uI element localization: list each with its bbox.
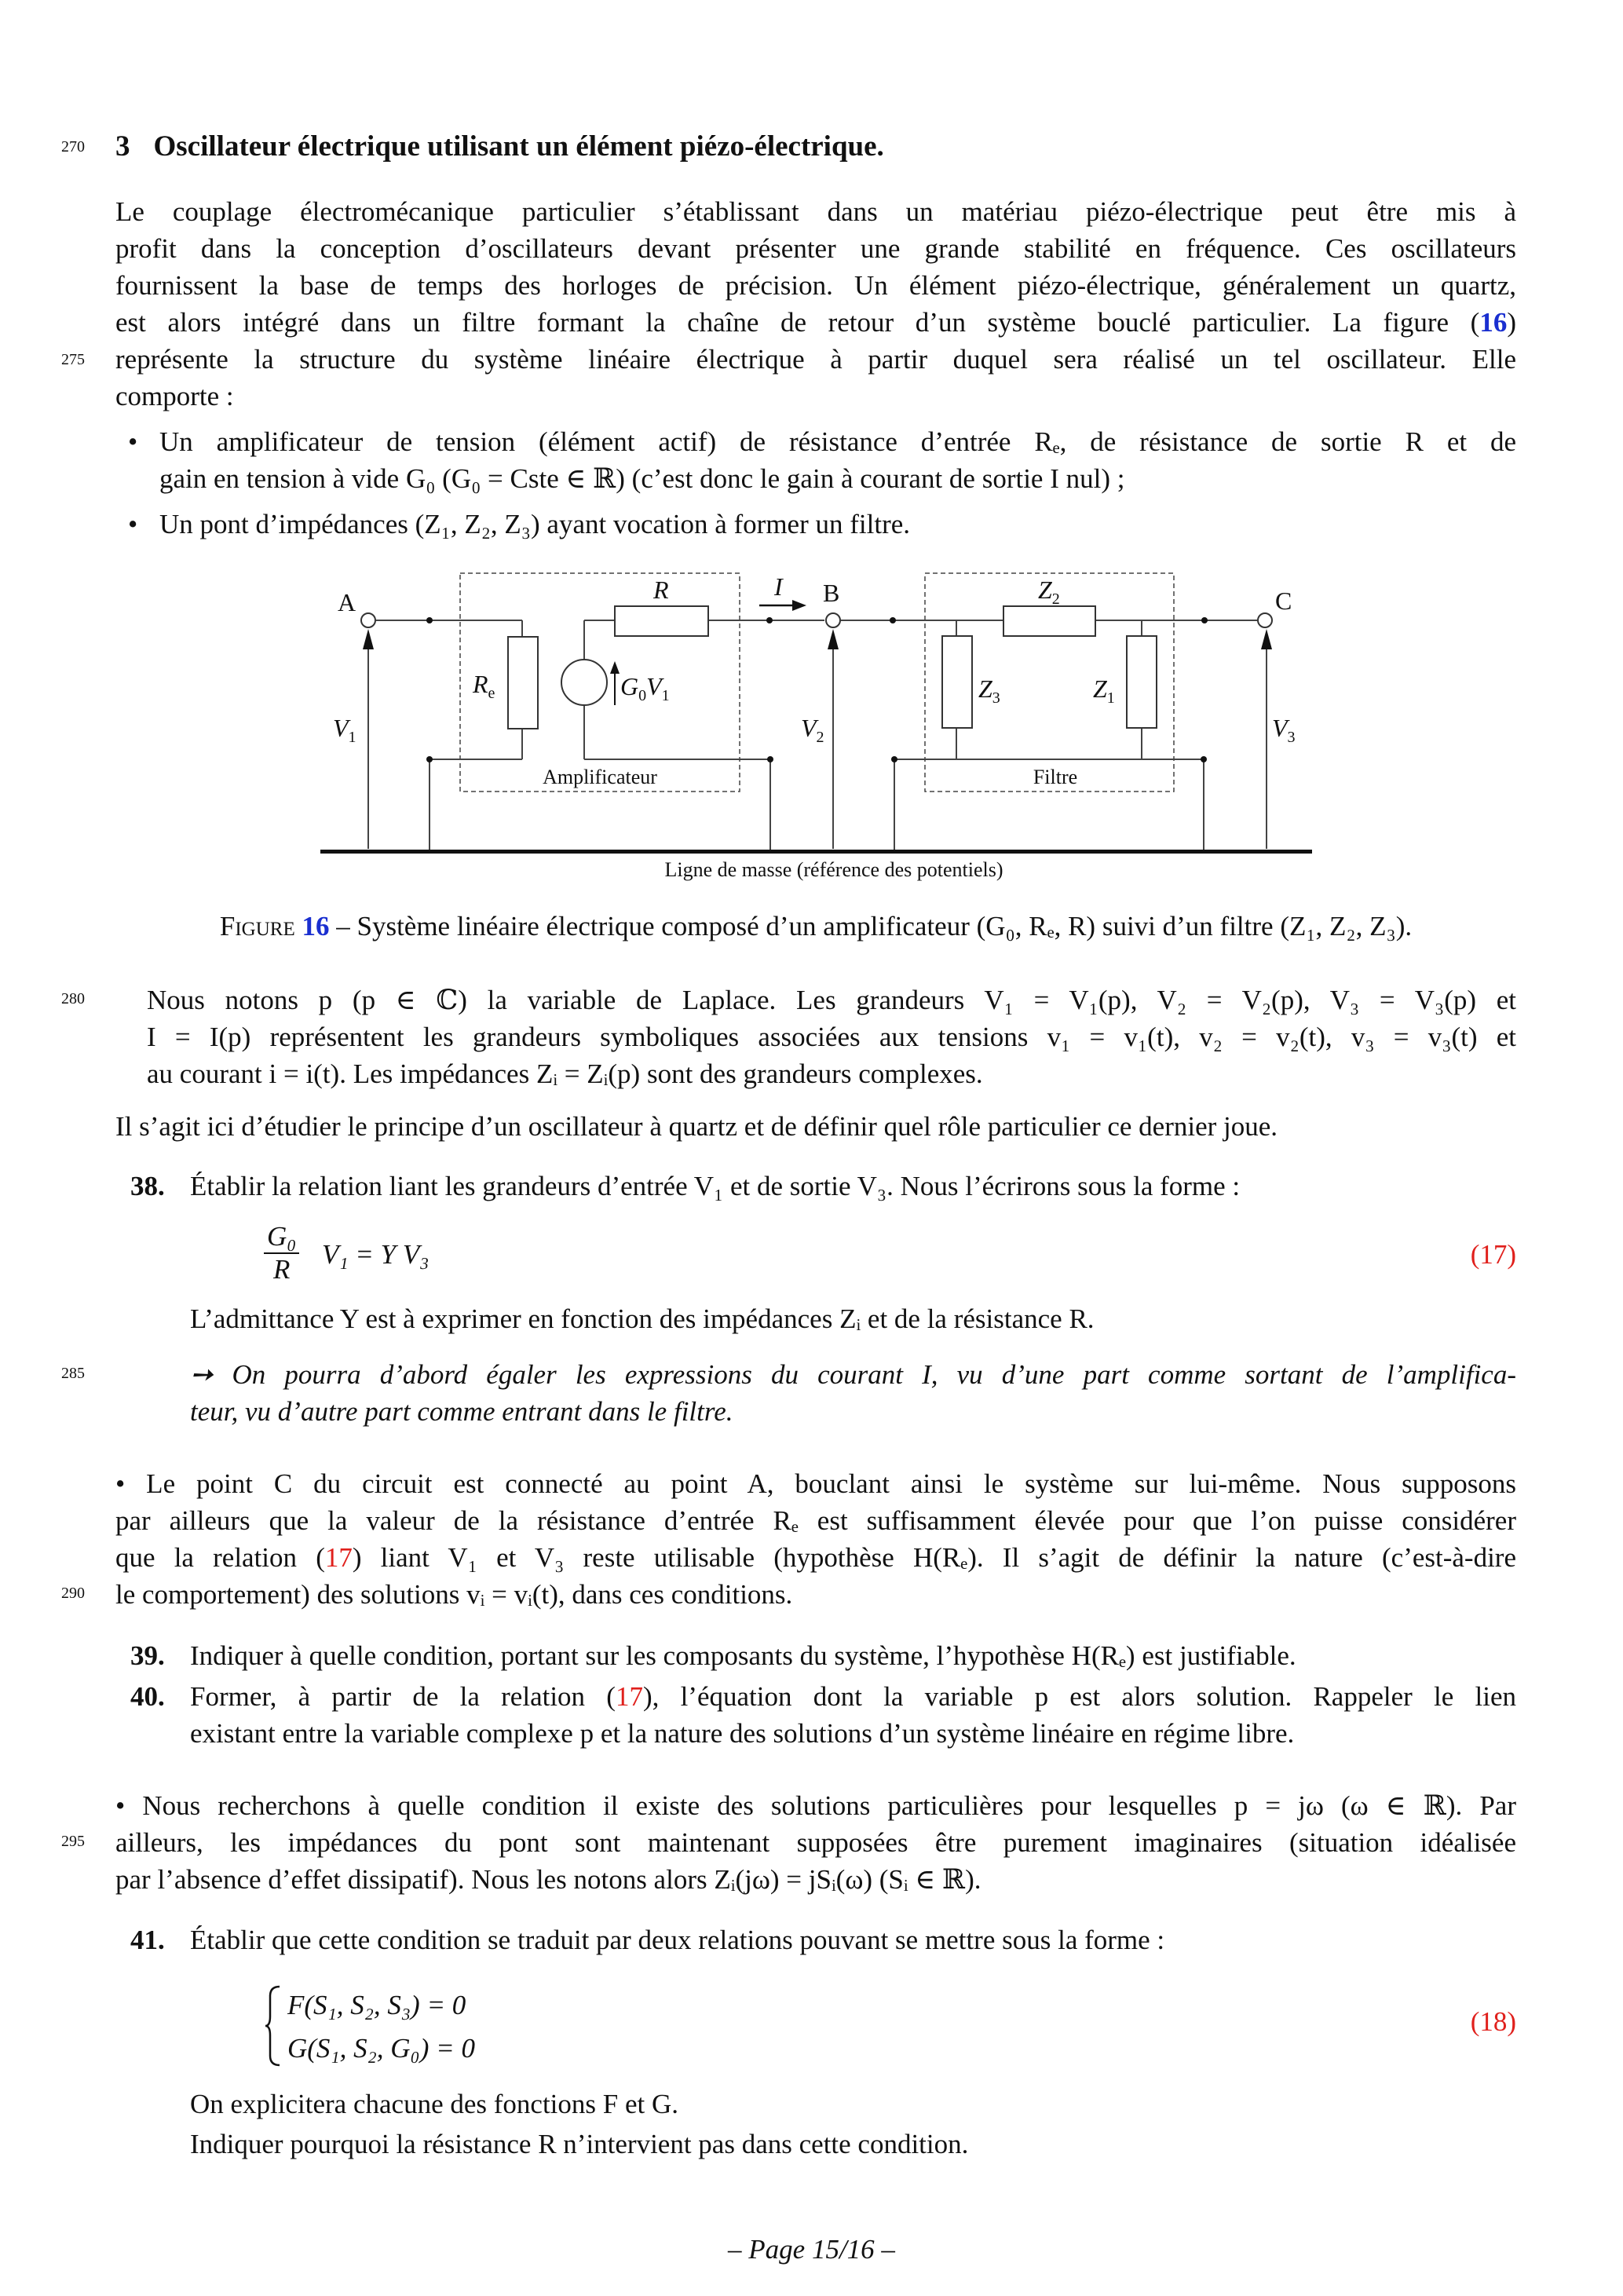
reference-link[interactable]: 17 — [324, 1542, 353, 1573]
figure-caption — [115, 911, 1516, 942]
text-line: comporte : — [115, 381, 234, 411]
text-segment: ) liant V₁ et V₃ reste utilisable (hypothèse H(Rₑ). Il s’agit de définir la nature (c’est-à-dire — [352, 1542, 1516, 1573]
label-g0v1-v: V — [646, 672, 662, 700]
admittance-text: L’admittance Y est à exprimer en fonction des impédances Zᵢ et de la résistance R. — [190, 1303, 1095, 1334]
text-segment: ) — [1507, 307, 1516, 338]
label-re-main: R — [473, 670, 488, 698]
hint-text — [190, 1356, 1516, 1430]
label-z1-sub: 1 — [1106, 689, 1115, 707]
question-41-followup — [190, 2084, 968, 2164]
caption-text: – Système linéaire électrique composé d’un amplificateur (G₀, Rₑ, R) suivi d’un filtre (Z₁, Z₂, Z₃). — [329, 911, 1413, 941]
v3-arrowhead — [1261, 629, 1272, 649]
equation-g: G(S₁, S₂, G₀) = 0 — [287, 2033, 475, 2064]
bullet-text — [159, 423, 1516, 497]
label-r: R — [653, 576, 669, 604]
intro-paragraph — [115, 193, 1516, 415]
text-segment: est alors intégré dans un filtre formant la chaîne de retour d’un système bouclé particulier. La figure ( — [115, 307, 1480, 338]
line-number: 280 — [61, 990, 85, 1007]
text-line: Un pont d’impédances (Z₁, Z₂, Z₃) ayant vocation à former un filtre. — [159, 509, 911, 539]
text-line: gain en tension à vide G₀ (G₀ = Cste ∈ ℝ) (c’est donc le gain à courant de sortie I nul) ; — [159, 463, 1125, 494]
line-number: 295 — [61, 1833, 85, 1850]
text-line: au courant i = i(t). Les impédances Zᵢ = Zᵢ(p) sont des grandeurs complexes. — [147, 1058, 983, 1089]
bullet-icon: • — [128, 426, 138, 457]
label-g0v1-sub: 1 — [661, 687, 670, 704]
line-number: 290 — [61, 1585, 85, 1602]
text-line: ➙ On pourra d’abord égaler les expressions du courant I, vu d’une part comme sortant de l’amplifica- — [190, 1359, 1516, 1390]
reference-link[interactable]: 17 — [615, 1681, 643, 1712]
label-amplificateur: Amplificateur — [543, 766, 657, 788]
text-segment: que la relation ( — [115, 1542, 325, 1573]
label-v3-main: V — [1272, 714, 1288, 742]
text-line: • Le point C du circuit est connecté au point A, bouclant ainsi le système sur lui-même. Nous supposons — [115, 1468, 1516, 1499]
label-b: B — [823, 579, 840, 607]
label-z2-sub: 2 — [1051, 590, 1060, 608]
line-number: 285 — [61, 1365, 85, 1382]
source-arrow-icon — [610, 661, 620, 674]
caption-prefix: Figure — [219, 911, 295, 941]
v2-arrowhead — [828, 629, 839, 649]
node-c — [1258, 613, 1272, 627]
text-line: profit dans la conception d’oscillateurs devant présenter une grande stabilité en fréquence. Ces oscillateurs — [115, 233, 1516, 264]
label-z1 — [1093, 675, 1115, 707]
equation-17 — [264, 1221, 299, 1285]
label-v3-sub: 3 — [1287, 729, 1296, 746]
v1-arrowhead — [363, 629, 374, 649]
label-i: I — [774, 572, 783, 601]
page-footer: – Page 15/16 – — [728, 2234, 895, 2265]
section-number: 3 — [115, 130, 130, 163]
equation-f: F(S₁, S₂, S₃) = 0 — [287, 1990, 466, 2020]
eq-numerator: G₀ — [264, 1221, 299, 1254]
text-line: Nous notons p (p ∈ ℂ) la variable de Laplace. Les grandeurs V₁ = V₁(p), V₂ = V₂(p), V₃ = V₃(p) et — [147, 985, 1516, 1015]
circuit-diagram — [314, 565, 1319, 895]
brace-icon — [264, 1985, 283, 2067]
bullet-text — [159, 506, 1516, 543]
loop-paragraph — [115, 1465, 1516, 1613]
text-line: par l’absence d’effet dissipatif). Nous les notons alors Zᵢ(jω) = jSᵢ(ω) (Sᵢ ∈ ℝ). — [115, 1864, 981, 1895]
caption-number: 16 — [302, 911, 330, 941]
equation-system-18 — [287, 1983, 475, 2070]
label-z1-main: Z — [1093, 675, 1107, 703]
question-39: Indiquer à quelle condition, portant sur les composants du système, l’hypothèse H(Rₑ) est justifiable. — [190, 1640, 1296, 1671]
impedance-z2 — [1003, 606, 1095, 636]
question-38: Établir la relation liant les grandeurs d’entrée V₁ et de sortie V₃. Nous l’écrirons sous la forme : — [190, 1171, 1241, 1201]
label-z2-main: Z — [1038, 576, 1052, 604]
label-a: A — [338, 588, 356, 616]
laplace-paragraph — [115, 982, 1516, 1092]
eq-denominator: R — [273, 1254, 291, 1285]
text-line: fournissent la base de temps des horloges de précision. Un élément piézo-électrique, généralement un quartz, — [115, 270, 1516, 301]
label-g0v1 — [620, 672, 670, 704]
question-number: 40. — [130, 1681, 165, 1712]
label-v2-main: V — [801, 714, 817, 742]
text-line: • Nous recherchons à quelle condition il existe des solutions particulières pour lesquelles p = jω (ω ∈ ℝ). Par — [115, 1790, 1516, 1821]
label-v1 — [333, 714, 356, 746]
text-line — [115, 1539, 1516, 1576]
jw-paragraph — [115, 1787, 1516, 1898]
label-v1-sub: 1 — [348, 729, 356, 746]
node-a — [361, 613, 375, 627]
question-40 — [190, 1678, 1516, 1752]
impedance-z3 — [942, 636, 972, 728]
label-filtre: Filtre — [1033, 766, 1078, 788]
line-number: 275 — [61, 351, 85, 368]
node-b — [826, 613, 840, 627]
text-segment: Former, à partir de la relation ( — [190, 1681, 616, 1712]
equation-number: (18) — [1470, 2006, 1516, 2037]
text-line: Le couplage électromécanique particulier s’établissant dans un matériau piézo-électrique peut être mis à — [115, 196, 1516, 227]
label-re-sub: e — [488, 685, 495, 702]
study-paragraph — [115, 1108, 1516, 1145]
text-line: ailleurs, les impédances du pont sont maintenant supposées être purement imaginaires (situation idéalisée — [115, 1827, 1516, 1858]
question-41: Établir que cette condition se traduit par deux relations pouvant se mettre sous la forme : — [190, 1925, 1165, 1955]
label-ground: Ligne de masse (référence des potentiels) — [664, 858, 1003, 881]
label-z3-main: Z — [978, 675, 992, 703]
label-c: C — [1275, 587, 1292, 615]
impedance-z1 — [1127, 636, 1157, 728]
text-line — [190, 1678, 1516, 1715]
text-line: le comportement) des solutions vᵢ = vᵢ(t), dans ces conditions. — [115, 1579, 793, 1610]
resistor-re — [508, 637, 538, 729]
label-v2-sub: 2 — [816, 729, 824, 746]
label-g0-sub: 0 — [638, 687, 647, 704]
voltage-source — [561, 660, 607, 705]
label-z2 — [1038, 576, 1060, 608]
label-g0: G — [620, 672, 639, 700]
bullet-item — [128, 506, 1516, 543]
question-number: 41. — [130, 1925, 165, 1955]
followup-line: On explicitera chacune des fonctions F et G. — [190, 2089, 679, 2119]
section-title: Oscillateur électrique utilisant un élément piézo-électrique. — [153, 130, 884, 163]
text-line: par ailleurs que la valeur de la résistance d’entrée Rₑ est suffisamment élevée pour que l’on puisse considérer — [115, 1505, 1516, 1536]
equation-number: (17) — [1470, 1239, 1516, 1270]
label-z3 — [978, 675, 1000, 707]
question-number: 39. — [130, 1640, 165, 1671]
current-arrow-icon — [792, 600, 806, 611]
reference-link[interactable]: 16 — [1479, 307, 1508, 338]
section-heading — [115, 130, 884, 163]
text-line: I = I(p) représentent les grandeurs symboliques associées aux tensions v₁ = v₁(t), v₂ = v₂(t), v₃ = v₃(t) et — [147, 1022, 1516, 1052]
text-line — [115, 304, 1516, 341]
text-line: teur, vu d’autre part comme entrant dans le filtre. — [190, 1396, 733, 1427]
followup-line: Indiquer pourquoi la résistance R n’intervient pas dans cette condition. — [190, 2129, 969, 2159]
bullet-icon: • — [128, 509, 138, 539]
label-v2 — [801, 714, 824, 746]
resistor-r — [615, 606, 708, 636]
label-z3-sub: 3 — [992, 689, 1000, 707]
label-re — [472, 670, 495, 702]
label-v3 — [1272, 714, 1296, 746]
text-segment: ), l’équation dont la variable p est alors solution. Rappeler le lien — [642, 1681, 1516, 1712]
eq-rhs: V₁ = Y V₃ — [322, 1239, 430, 1270]
text-line: Un amplificateur de tension (élément actif) de résistance d’entrée Rₑ, de résistance de sortie R et de — [159, 426, 1516, 457]
ground-line — [320, 850, 1312, 854]
line-number: 270 — [61, 138, 85, 155]
question-number: 38. — [130, 1171, 165, 1201]
bullet-item — [128, 423, 1516, 497]
label-v1-main: V — [333, 714, 349, 742]
text-line: Il s’agit ici d’étudier le principe d’un oscillateur à quartz et de définir quel rôle particulier ce dernier joue. — [115, 1111, 1278, 1142]
text-line: existant entre la variable complexe p et la nature des solutions d’un système linéaire en régime libre. — [190, 1718, 1295, 1749]
text-line: représente la structure du système linéaire électrique à partir duquel sera réalisé un tel oscillateur. Elle — [115, 344, 1516, 375]
